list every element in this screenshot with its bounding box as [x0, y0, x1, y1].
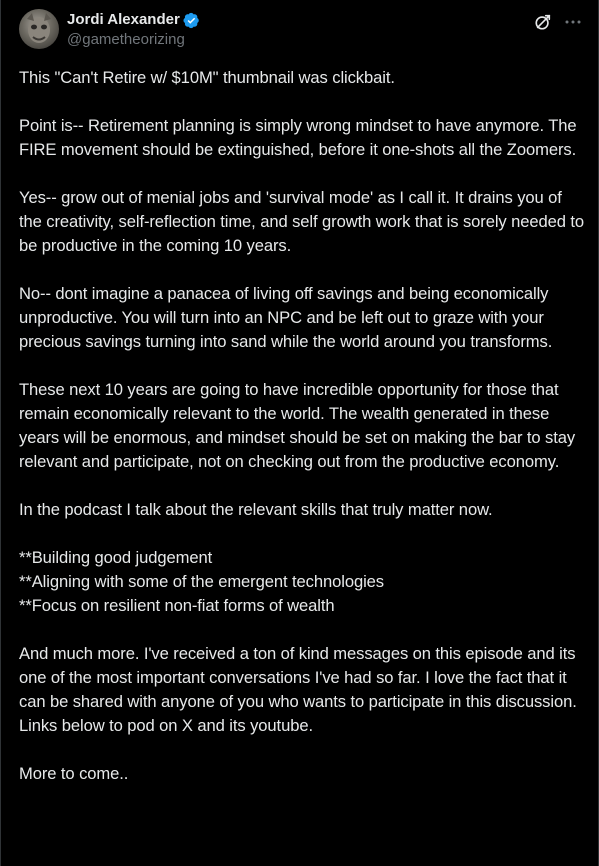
tweet-paragraph: No-- dont imagine a panacea of living off savings and being economically unproductive. You will turn into an NPC and be left out to graze with your precious savings turning into sand while the world around you transforms.: [19, 284, 553, 351]
more-button[interactable]: [562, 11, 584, 33]
author-names: [67, 10, 200, 50]
tweet-paragraph: These next 10 years are going to have incredible opportunity for those that remain economically relevant to the world. The wealth generated in these years will be enormous, and mindset should be set on making the bar to stay relevant and participate, not on checking out from the productive economy.: [19, 380, 576, 471]
header-actions: [532, 11, 584, 33]
bullet-item: **Aligning with some of the emergent technologies: [19, 572, 384, 591]
bullet-item: **Focus on resilient non-fiat forms of wealth: [19, 596, 335, 615]
handle[interactable]: @gametheorizing: [67, 31, 185, 48]
tweet-header: [19, 9, 584, 53]
tweet-paragraph: Point is-- Retirement planning is simply wrong mindset to have anymore. The FIRE movement should be extinguished, before it one-shots all the Zoomers.: [19, 116, 577, 159]
tweet-paragraph: This "Can't Retire w/ $10M" thumbnail was clickbait.: [19, 68, 395, 87]
grok-icon: [534, 13, 552, 31]
tweet-signoff: More to come..: [19, 764, 129, 783]
more-icon: [565, 20, 581, 24]
tweet-text: [19, 66, 587, 786]
avatar-image-icon: [19, 9, 59, 49]
grok-button[interactable]: [532, 11, 554, 33]
avatar[interactable]: [19, 9, 59, 49]
tweet-paragraph: And much more. I've received a ton of kind messages on this episode and its one of the most important conversations I've had so far. I love the fact that it can be shared with anyone of you who wants to participate in this discussion. Links below to pod on X and its youtube.: [19, 644, 577, 735]
display-name[interactable]: Jordi Alexander: [67, 11, 180, 28]
verified-badge-icon: [183, 12, 200, 29]
tweet-paragraph: Yes-- grow out of menial jobs and 'survival mode' as I call it. It drains you of the creativity, self-reflection time, and self growth work that is sorely needed to be productive in the coming 10 years.: [19, 188, 585, 255]
bullet-item: **Building good judgement: [19, 548, 213, 567]
display-name-row: [67, 10, 200, 30]
tweet-paragraph: In the podcast I talk about the relevant skills that truly matter now.: [19, 500, 493, 519]
